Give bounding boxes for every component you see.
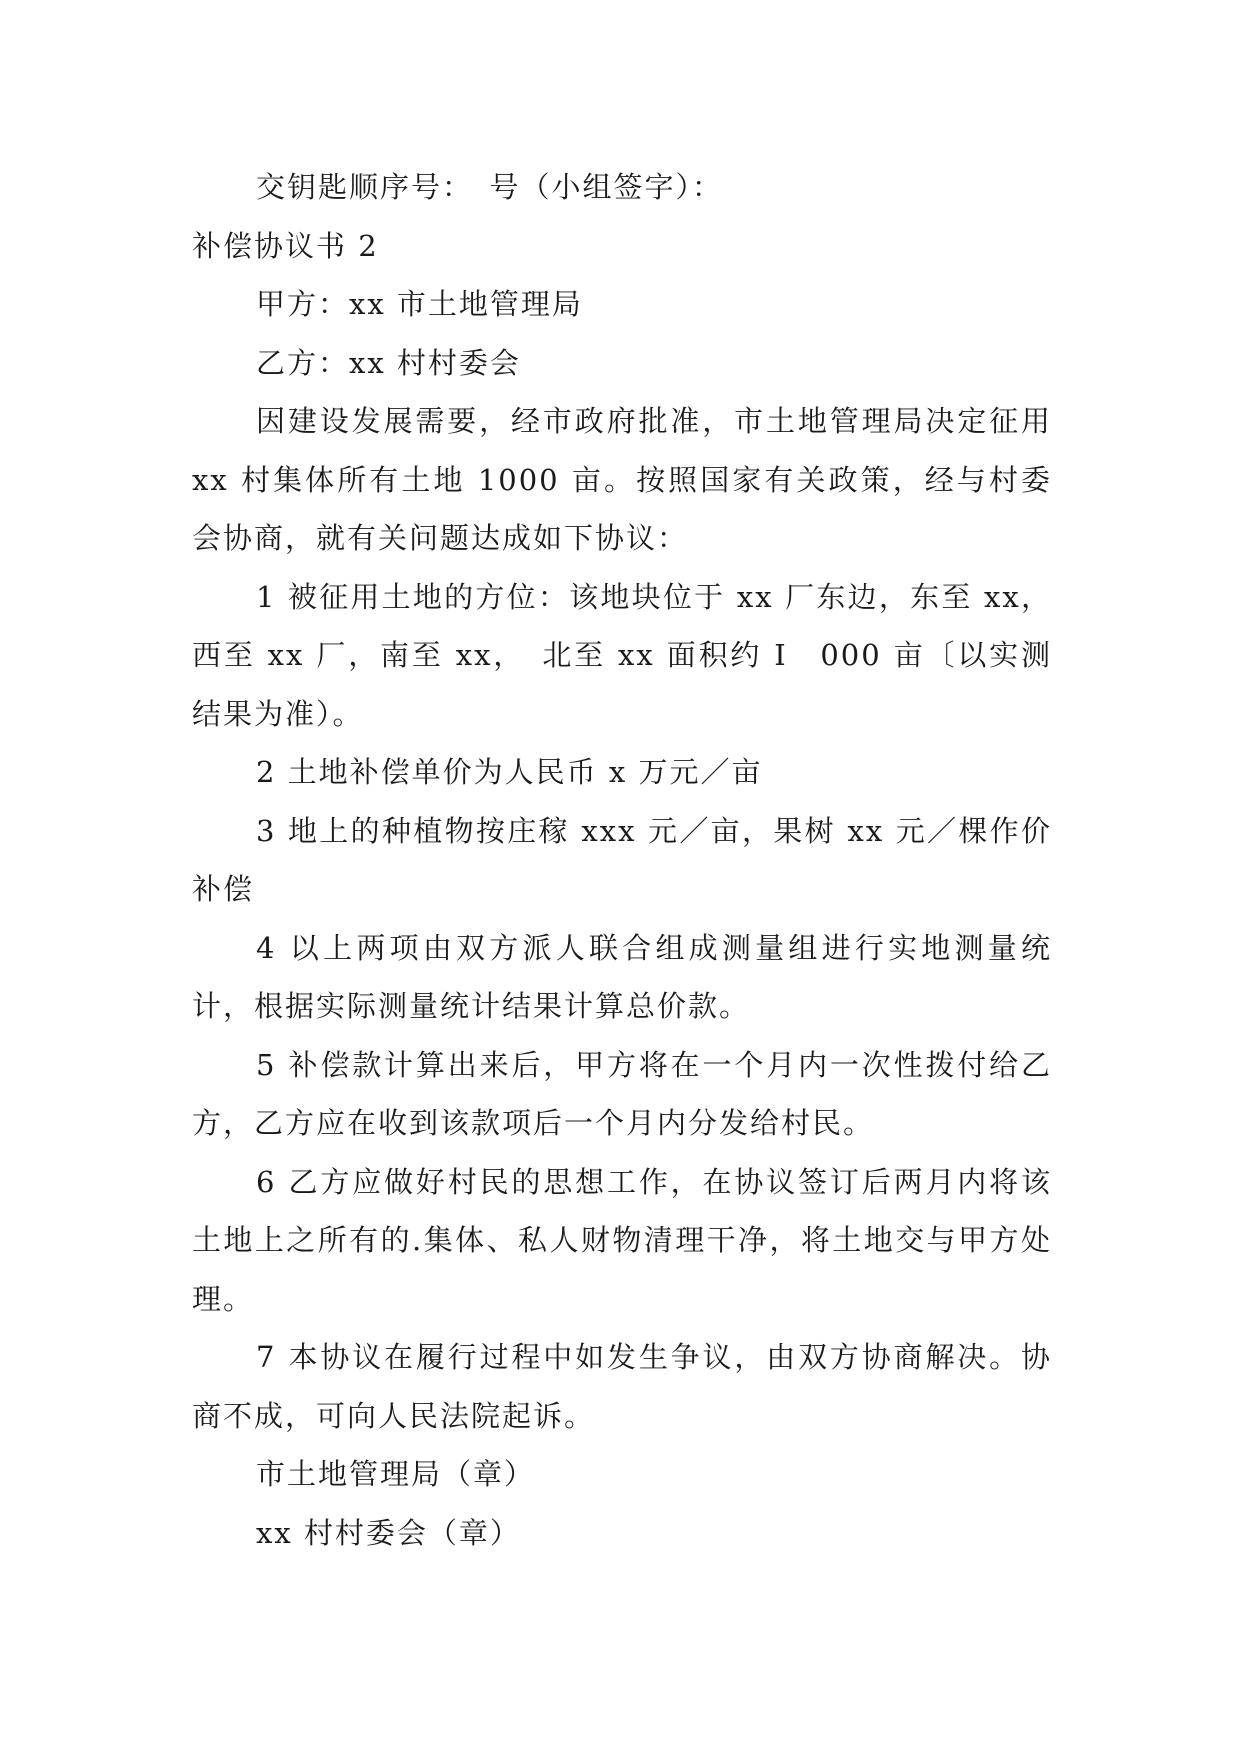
- document-title: 补偿协议书 2: [192, 228, 379, 263]
- clause-6: 6 乙方应做好村民的思想工作，在协议签订后两月内将该土地上之所有的.集体、私人财物清理干净，将土地交与甲方处理。: [192, 1164, 1052, 1316]
- clause-5: 5 补偿款计算出来后，甲方将在一个月内一次性拨付给乙方，乙方应在收到该款项后一个月内分发给村民。: [192, 1047, 1052, 1140]
- document-body: [192, 158, 1052, 1562]
- signature-party-b: xx 村村委会（章）: [256, 1515, 521, 1550]
- intro-paragraph: 因建设发展需要，经市政府批准，市土地管理局决定征用 xx 村集体所有土地 1000 亩。按照国家有关政策，经与村委会协商，就有关问题达成如下协议：: [192, 404, 1052, 555]
- clause-4: 4 以上两项由双方派人联合组成测量组进行实地测量统计，根据实际测量统计结果计算总价款。: [192, 930, 1052, 1023]
- party-a: 甲方：xx 市土地管理局: [256, 287, 583, 321]
- clause-2: 2 土地补偿单价为人民币 x 万元／亩: [256, 755, 763, 789]
- clause-3: 3 地上的种植物按庄稼 xxx 元／亩，果树 xx 元／棵作价补偿: [192, 813, 1052, 906]
- signature-party-a: 市土地管理局（章）: [256, 1457, 536, 1491]
- clause-7: 7 本协议在履行过程中如发生争议，由双方协商解决。协商不成，可向人民法院起诉。: [192, 1340, 1052, 1433]
- party-b: 乙方：xx 村村委会: [256, 345, 521, 380]
- clause-1: 1 被征用土地的方位：该地块位于 xx 厂东边，东至 xx，西至 xx 厂，南至 xx， 北至 xx 面积约 I 000 亩〔以实测结果为准）。: [192, 579, 1052, 731]
- key-order-line: 交钥匙顺序号： 号（小组签字）：: [256, 170, 724, 204]
